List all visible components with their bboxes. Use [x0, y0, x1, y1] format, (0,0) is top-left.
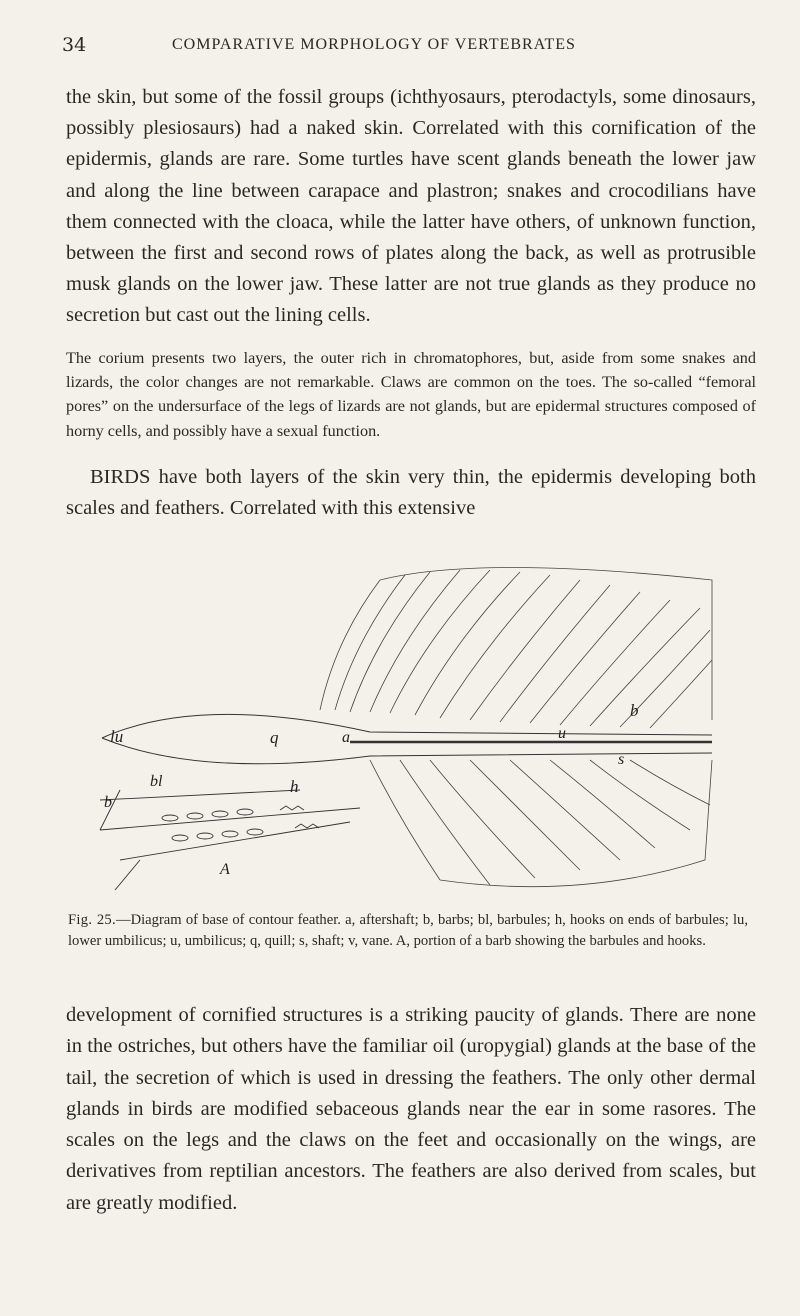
- label-s: s: [618, 751, 625, 768]
- label-a: a: [342, 729, 350, 746]
- label-b-left: b: [104, 794, 112, 811]
- upper-vane: [320, 568, 712, 729]
- figure-caption: [68, 910, 748, 951]
- label-b-top: b: [630, 701, 639, 720]
- label-bl: bl: [150, 773, 163, 790]
- paragraph-bird-glands: development of cornified structures is a striking paucity of glands. There are none in the ostriches, but others have the familiar oil (uropygial) glands at the base of the tail, the secretion of which is used in dressing the feathers. The only other dermal glands in birds are modified sebaceous glands near the ear in some rasores. The scales on the legs and the claws on the feet and occasionally on the wings, are derivatives from reptilian ancestors. The feathers are also derived from scales, but are greatly modified.: [66, 1004, 756, 1214]
- label-h: h: [290, 777, 299, 796]
- paragraph-corium: The corium presents two layers, the outer rich in chromatophores, but, aside from some snakes and lizards, the color changes are not remarkable. Claws are common on the toes. The so-called “femoral pores” on the undersurface of the legs of lizards are not glands, but are epidermal structures composed of horny cells, and possibly have a sexual function.: [66, 349, 756, 440]
- lower-vane: [370, 760, 712, 887]
- contour-feather-diagram: [80, 560, 720, 900]
- paragraph-birds-intro: BIRDS have both layers of the skin very thin, the epidermis developing both scales and feathers. Correlated with this extensive: [66, 466, 756, 519]
- running-head: COMPARATIVE MORPHOLOGY OF VERTEBRATES: [172, 36, 576, 53]
- figure-caption-text: —Diagram of base of contour feather. a, aftershaft; b, barbs; bl, barbules; h, hooks on ends of barbules; lu, lower umbilicus; u, umbilicus; q, quill; s, shaft; v, vane. A, portion of a barb showing the barbules and hooks.: [68, 912, 748, 949]
- label-u: u: [558, 725, 566, 742]
- page-number: 34: [62, 34, 87, 56]
- label-lu: lu: [110, 727, 124, 746]
- label-q: q: [270, 728, 279, 747]
- figure-caption-label: Fig. 25.: [68, 912, 116, 928]
- barb-detail: [100, 790, 360, 890]
- paragraph-reptile-glands: the skin, but some of the fossil groups (ichthyosaurs, pterodactyls, some dinosaurs, possibly plesiosaurs) had a naked skin. Correlated with this cornification of the epidermis, glands are rare. Some turtles have scent glands beneath the lower jaw and along the line between carapace and plastron; snakes and crocodilians have them connected with the cloaca, while the latter have others, of unknown function, between the first and second rows of plates along the back, as well as protrusible musk glands on the lower jaw. These latter are not true glands as they produce no secretion but cast out the lining cells.: [66, 86, 756, 327]
- label-A: A: [220, 861, 230, 878]
- page-header: [62, 34, 752, 60]
